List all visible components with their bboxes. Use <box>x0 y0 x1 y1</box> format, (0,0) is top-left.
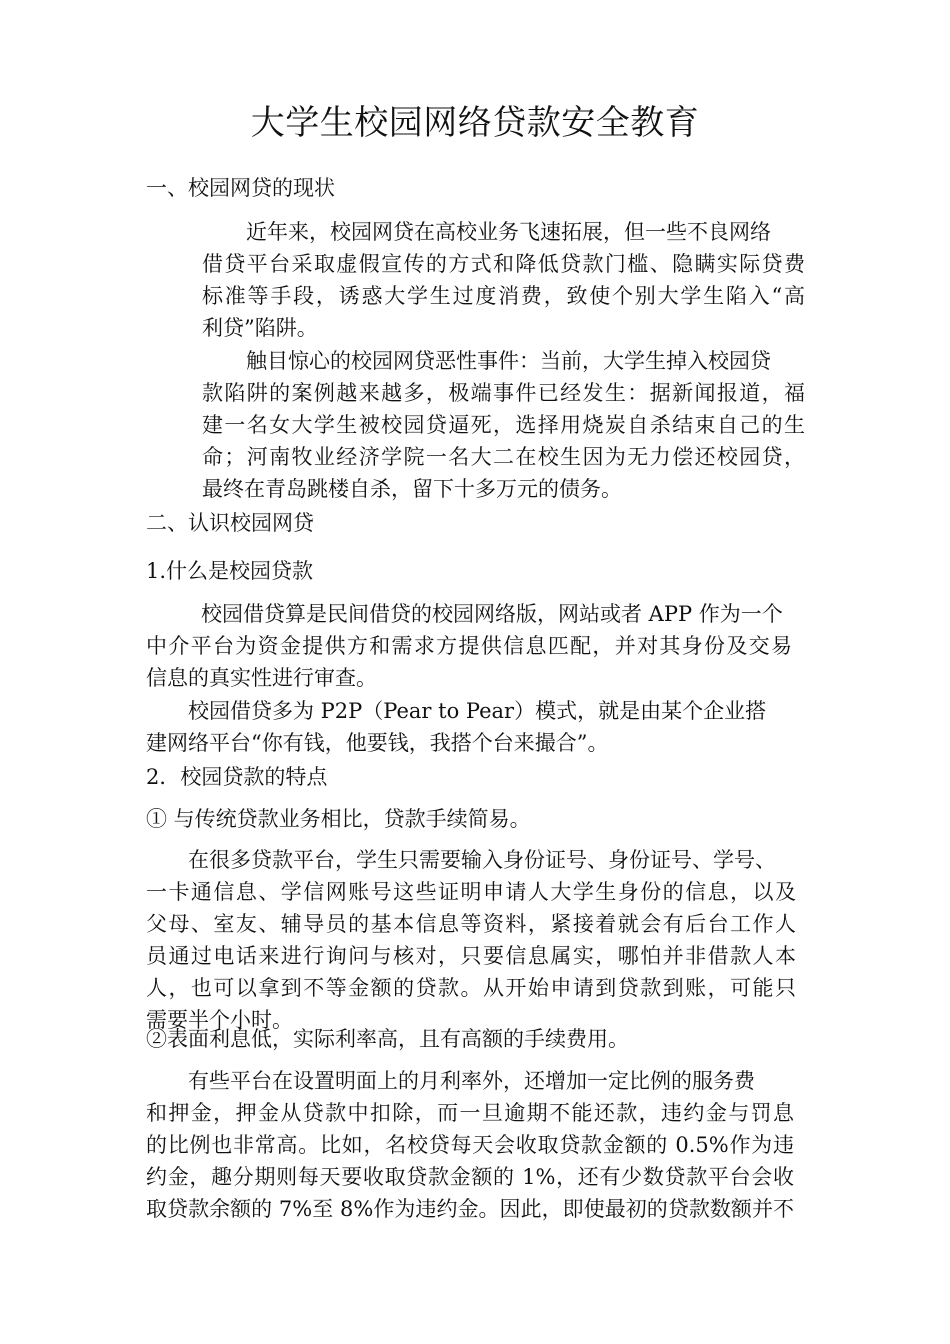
section-heading-understand: 二、认识校园网贷 <box>146 511 314 535</box>
paragraph-line: 一卡通信息、学信网账号这些证明申请人大学生身份的信息，以及 <box>146 880 796 904</box>
section-heading-status: 一、校园网贷的现状 <box>146 176 335 200</box>
document-title: 大学生校园网络贷款安全教育 <box>250 103 700 143</box>
paragraph-line: 和押金，押金从贷款中扣除，而一旦逾期不能还款，违约金与罚息 <box>146 1101 794 1125</box>
paragraph-line: 人，也可以拿到不等金额的贷款。从开始申请到贷款到账，可能只 <box>146 976 796 1000</box>
paragraph-line: 命；河南牧业经济学院一名大二在校生因为无力偿还校园贷， <box>202 445 805 469</box>
paragraph-definition <box>146 598 806 694</box>
paragraph-line: 有些平台在设置明面上的月利率外，还增加一定比例的服务费 <box>188 1069 755 1093</box>
paragraph-line: 校园借贷多为 P2P（Pear to Pear）模式，就是由某个企业搭 <box>188 699 767 723</box>
paragraph-line: 建一名女大学生被校园贷逼死，选择用烧炭自杀结束自己的生 <box>202 413 805 437</box>
subheading-features: 2．校园贷款的特点 <box>146 765 328 789</box>
paragraph-simple-procedure <box>146 844 822 1036</box>
paragraph-line: 建网络平台“你有钱，他要钱，我搭个台来撮合”。 <box>146 731 609 755</box>
paragraph-line: 标准等手段，诱惑大学生过度消费，致使个别大学生陷入“高 <box>202 284 805 308</box>
paragraph-p2p-model <box>146 695 806 759</box>
paragraph-line: 取贷款余额的 7%至 8%作为违约金。因此，即使最初的贷款数额并不 <box>146 1197 794 1221</box>
paragraph-line: 触目惊心的校园网贷恶性事件：当前，大学生掉入校园贷 <box>246 349 771 373</box>
paragraph-line: 利贷”陷阱。 <box>202 316 318 340</box>
paragraph-line: 需要半个小时。 <box>146 1008 293 1032</box>
paragraph-line: 信息的真实性进行审查。 <box>146 666 377 690</box>
paragraph-line: 校园借贷算是民间借贷的校园网络版，网站或者 APP 作为一个 <box>201 602 783 626</box>
paragraph-status-intro <box>202 216 805 344</box>
subheading-what-is: 1.什么是校园贷款 <box>146 559 314 583</box>
paragraph-line: 在很多贷款平台，学生只需要输入身份证号、身份证号、学号、 <box>188 848 776 872</box>
paragraph-line: 的比例也非常高。比如，名校贷每天会收取贷款金额的 0.5%作为违 <box>146 1133 794 1157</box>
paragraph-line: 近年来，校园网贷在高校业务飞速拓展，但一些不良网络 <box>246 220 771 244</box>
paragraph-line: 员通过电话来进行询问与核对，只要信息属实，哪怕并非借款人本 <box>146 944 796 968</box>
paragraph-line: 父母、室友、辅导员的基本信息等资料，紧接着就会有后台工作人 <box>146 912 796 936</box>
paragraph-line: 借贷平台采取虚假宣传的方式和降低贷款门槛、隐瞒实际贷费 <box>202 252 805 276</box>
feature-point-high-interest: ②表面利息低，实际利率高，且有高额的手续费用。 <box>146 1027 629 1051</box>
paragraph-line: 约金，趣分期则每天要收取贷款金额的 1%，还有少数贷款平台会收 <box>146 1165 794 1189</box>
feature-point-simple-procedure: ① 与传统贷款业务相比，贷款手续简易。 <box>146 807 531 831</box>
paragraph-high-interest <box>146 1065 806 1225</box>
paragraph-line: 款陷阱的案例越来越多，极端事件已经发生：据新闻报道，福 <box>202 381 805 405</box>
paragraph-shocking-cases <box>202 345 805 505</box>
paragraph-line: 中介平台为资金提供方和需求方提供信息匹配，并对其身份及交易 <box>146 634 792 658</box>
paragraph-line: 最终在青岛跳楼自杀，留下十多万元的债务。 <box>202 477 622 501</box>
